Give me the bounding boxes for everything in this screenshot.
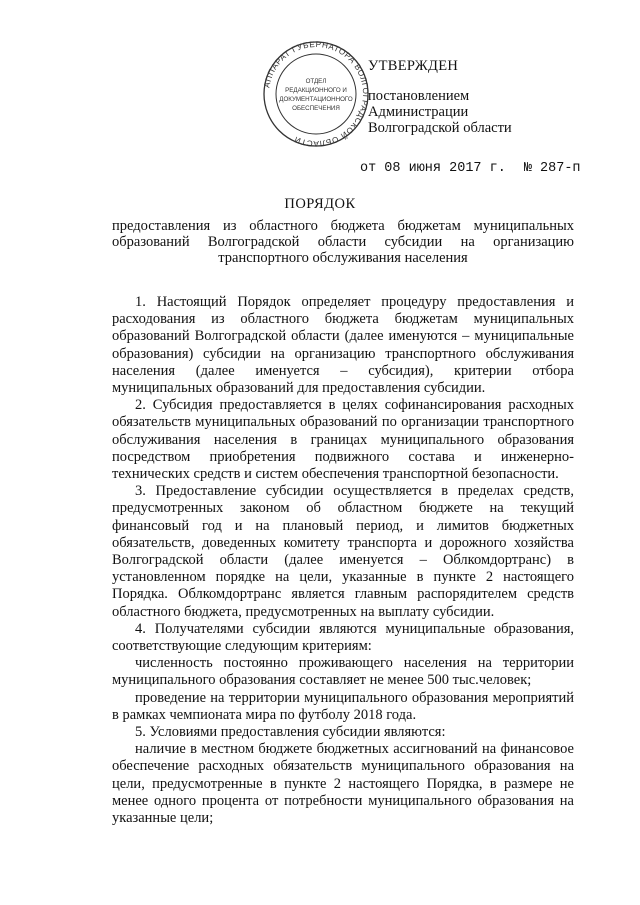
stamp-line-3: ДОКУМЕНТАЦИОННОГО [279,96,353,103]
stamp-line-2: РЕДАКЦИОННОГО И [285,87,347,94]
stamp-line-4: ОБЕСПЕЧЕНИЯ [292,105,340,112]
official-stamp [262,40,370,148]
stamp-ring-text: АППАРАТ ГУБЕРНАТОРА ВОЛГОГРАДСКОЙ ОБЛАСТИ [262,40,370,148]
paragraph: проведение на территории муниципального образования мероприятий в рамках чемпионата мира по футболу 2018 года. [112,689,574,723]
paragraph: 1. Настоящий Порядок определяет процедуру предоставления и расходования из областного бюджета бюджетам муниципальных образований Волгоградской области (далее именуются – муниципальные образования) субсидии на организацию транспортного обслуживания населения (далее именуется – субсидия), критерии отбора муниципальных образований для предоставления субсидии. [112,294,574,397]
paragraph: 5. Условиями предоставления субсидии являются: [135,724,446,741]
paragraph: 2. Субсидия предоставляется в целях софинансирования расходных обязательств муниципальных образований по организации транспортного обслуживания населения в границах муниципального образования посредством приобретения подвижного состава и инженерно-технических средств и систем обеспечения транспортной безопасности. [112,397,574,483]
paragraph: численность постоянно проживающего населения на территории муниципального образования составляет не менее 500 тыс.человек; [112,655,574,689]
paragraph: наличие в местном бюджете бюджетных ассигнований на финансовое обеспечение расходных обязательств муниципального образования на цели, предусмотренные в пункте 2 настоящего Порядка, в размере не менее одного процента от потребности муниципального образования на указанные цели; [112,741,574,827]
approval-number: № 287-п [523,161,581,176]
stamp-line-1: ОТДЕЛ [305,78,327,85]
approval-line-3: Волгоградской области [368,120,512,136]
svg-text:АППАРАТ ГУБЕРНАТОРА ВОЛГОГРАДС [262,40,370,148]
approved-heading: УТВЕРЖДЕН [368,58,459,74]
approval-date: от 08 июня 2017 г. [360,161,506,176]
approval-line-2: Администрации [368,104,469,120]
approval-date-line [360,160,581,177]
paragraph: 4. Получателями субсидии являются муниципальные образования, соответствующие следующим критериям: [112,620,574,655]
document-subtitle: предоставления из областного бюджета бюджетам муниципальных образований Волгоградской области субсидии на организацию транспортного обслуживания населения [112,218,574,266]
approval-line-1: постановлением [368,88,470,104]
document-title: ПОРЯДОК [284,196,356,212]
paragraph: 3. Предоставление субсидии осуществляется в пределах средств, предусмотренных законом об областном бюджете на текущий финансовый год и на плановый период, и лимитов бюджетных обязательств, доведенных комитету транспорта и дорожного хозяйства Волгоградской области (далее именуется – Облкомдортранс) в установленном порядке на цели, указанные в пункте 2 настоящего Порядка. Облкомдортранс является главным распорядителем средств областного бюджета, предусмотренных на выплату субсидии. [112,483,574,620]
document-body [112,294,574,827]
